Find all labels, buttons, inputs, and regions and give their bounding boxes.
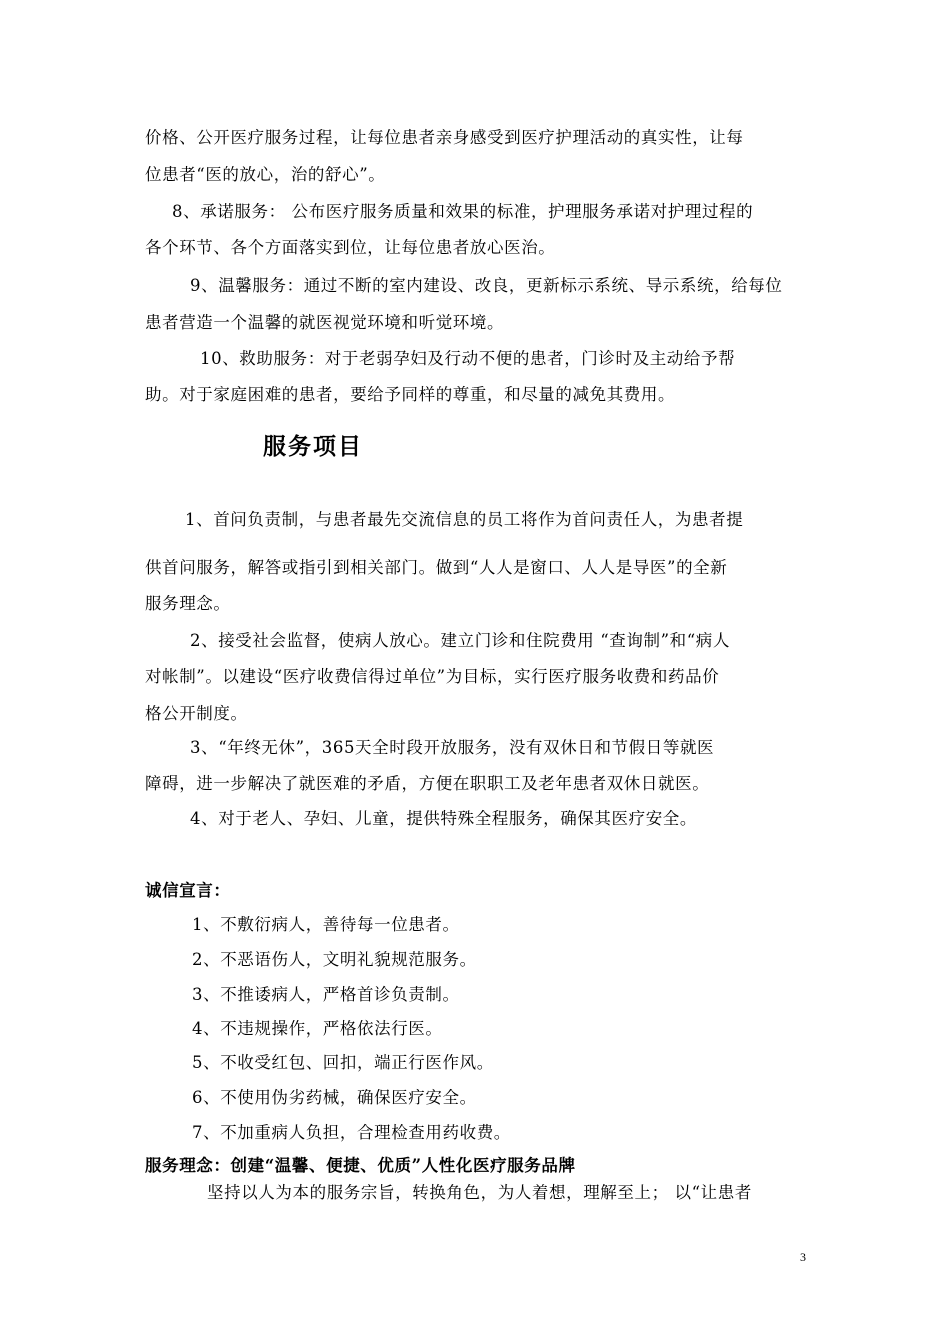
paragraph-line: 10、救助服务：对于老弱孕妇及行动不便的患者，门诊时及主动给予帮 xyxy=(200,349,736,368)
paragraph-line: 价格、公开医疗服务过程，让每位患者亲身感受到医疗护理活动的真实性，让每 xyxy=(145,128,744,147)
list-item: 4、不违规操作，严格依法行医。 xyxy=(192,1019,443,1038)
paragraph-line: 8、承诺服务： 公布医疗服务质量和效果的标准，护理服务承诺对护理过程的 xyxy=(172,202,754,221)
paragraph-line: 格公开制度。 xyxy=(145,704,248,723)
integrity-heading: 诚信宣言： xyxy=(145,881,231,900)
paragraph-line: 1、首问负责制，与患者最先交流信息的员工将作为首问责任人，为患者提 xyxy=(185,510,744,529)
paragraph-line: 坚持以人为本的服务宗旨，转换角色，为人着想，理解至上； 以“让患者 xyxy=(207,1183,752,1202)
paragraph-line: 各个环节、各个方面落实到位，让每位患者放心医治。 xyxy=(145,238,556,257)
paragraph-line: 4、对于老人、孕妇、儿童，提供特殊全程服务，确保其医疗安全。 xyxy=(190,809,697,828)
paragraph-line: 9、温馨服务：通过不断的室内建设、改良，更新标示系统、导示系统，给每位 xyxy=(190,276,783,295)
paragraph-line: 2、接受社会监督，使病人放心。建立门诊和住院费用 “查询制”和“病人 xyxy=(190,631,730,650)
list-item: 2、不恶语伤人，文明礼貌规范服务。 xyxy=(192,950,477,969)
paragraph-line: 患者营造一个温馨的就医视觉环境和听觉环境。 xyxy=(145,313,505,332)
page-number: 3 xyxy=(800,1250,806,1264)
section-title: 服务项目 xyxy=(263,433,363,460)
list-item: 1、不敷衍病人，善待每一位患者。 xyxy=(192,915,460,934)
paragraph-line: 障碍，进一步解决了就医难的矛盾，方便在职职工及老年患者双休日就医。 xyxy=(145,774,710,793)
philosophy-heading: 服务理念：创建“温馨、便捷、优质”人性化医疗服务品牌 xyxy=(145,1156,576,1175)
list-item: 7、不加重病人负担，合理检查用药收费。 xyxy=(192,1123,511,1142)
list-item: 6、不使用伪劣药械，确保医疗安全。 xyxy=(192,1088,477,1107)
list-item: 5、不收受红包、回扣，端正行医作风。 xyxy=(192,1053,494,1072)
paragraph-line: 服务理念。 xyxy=(145,594,231,613)
paragraph-line: 供首问服务，解答或指引到相关部门。做到“人人是窗口、人人是导医”的全新 xyxy=(145,558,728,577)
paragraph-line: 助。对于家庭困难的患者，要给予同样的尊重，和尽量的减免其费用。 xyxy=(145,385,676,404)
paragraph-line: 3、“年终无休”，365天全时段开放服务，没有双休日和节假日等就医 xyxy=(190,738,715,757)
paragraph-line: 位患者“医的放心，治的舒心”。 xyxy=(145,165,386,184)
paragraph-line: 对帐制”。以建设“医疗收费信得过单位”为目标，实行医疗服务收费和药品价 xyxy=(145,667,720,686)
list-item: 3、不推诿病人，严格首诊负责制。 xyxy=(192,985,460,1004)
